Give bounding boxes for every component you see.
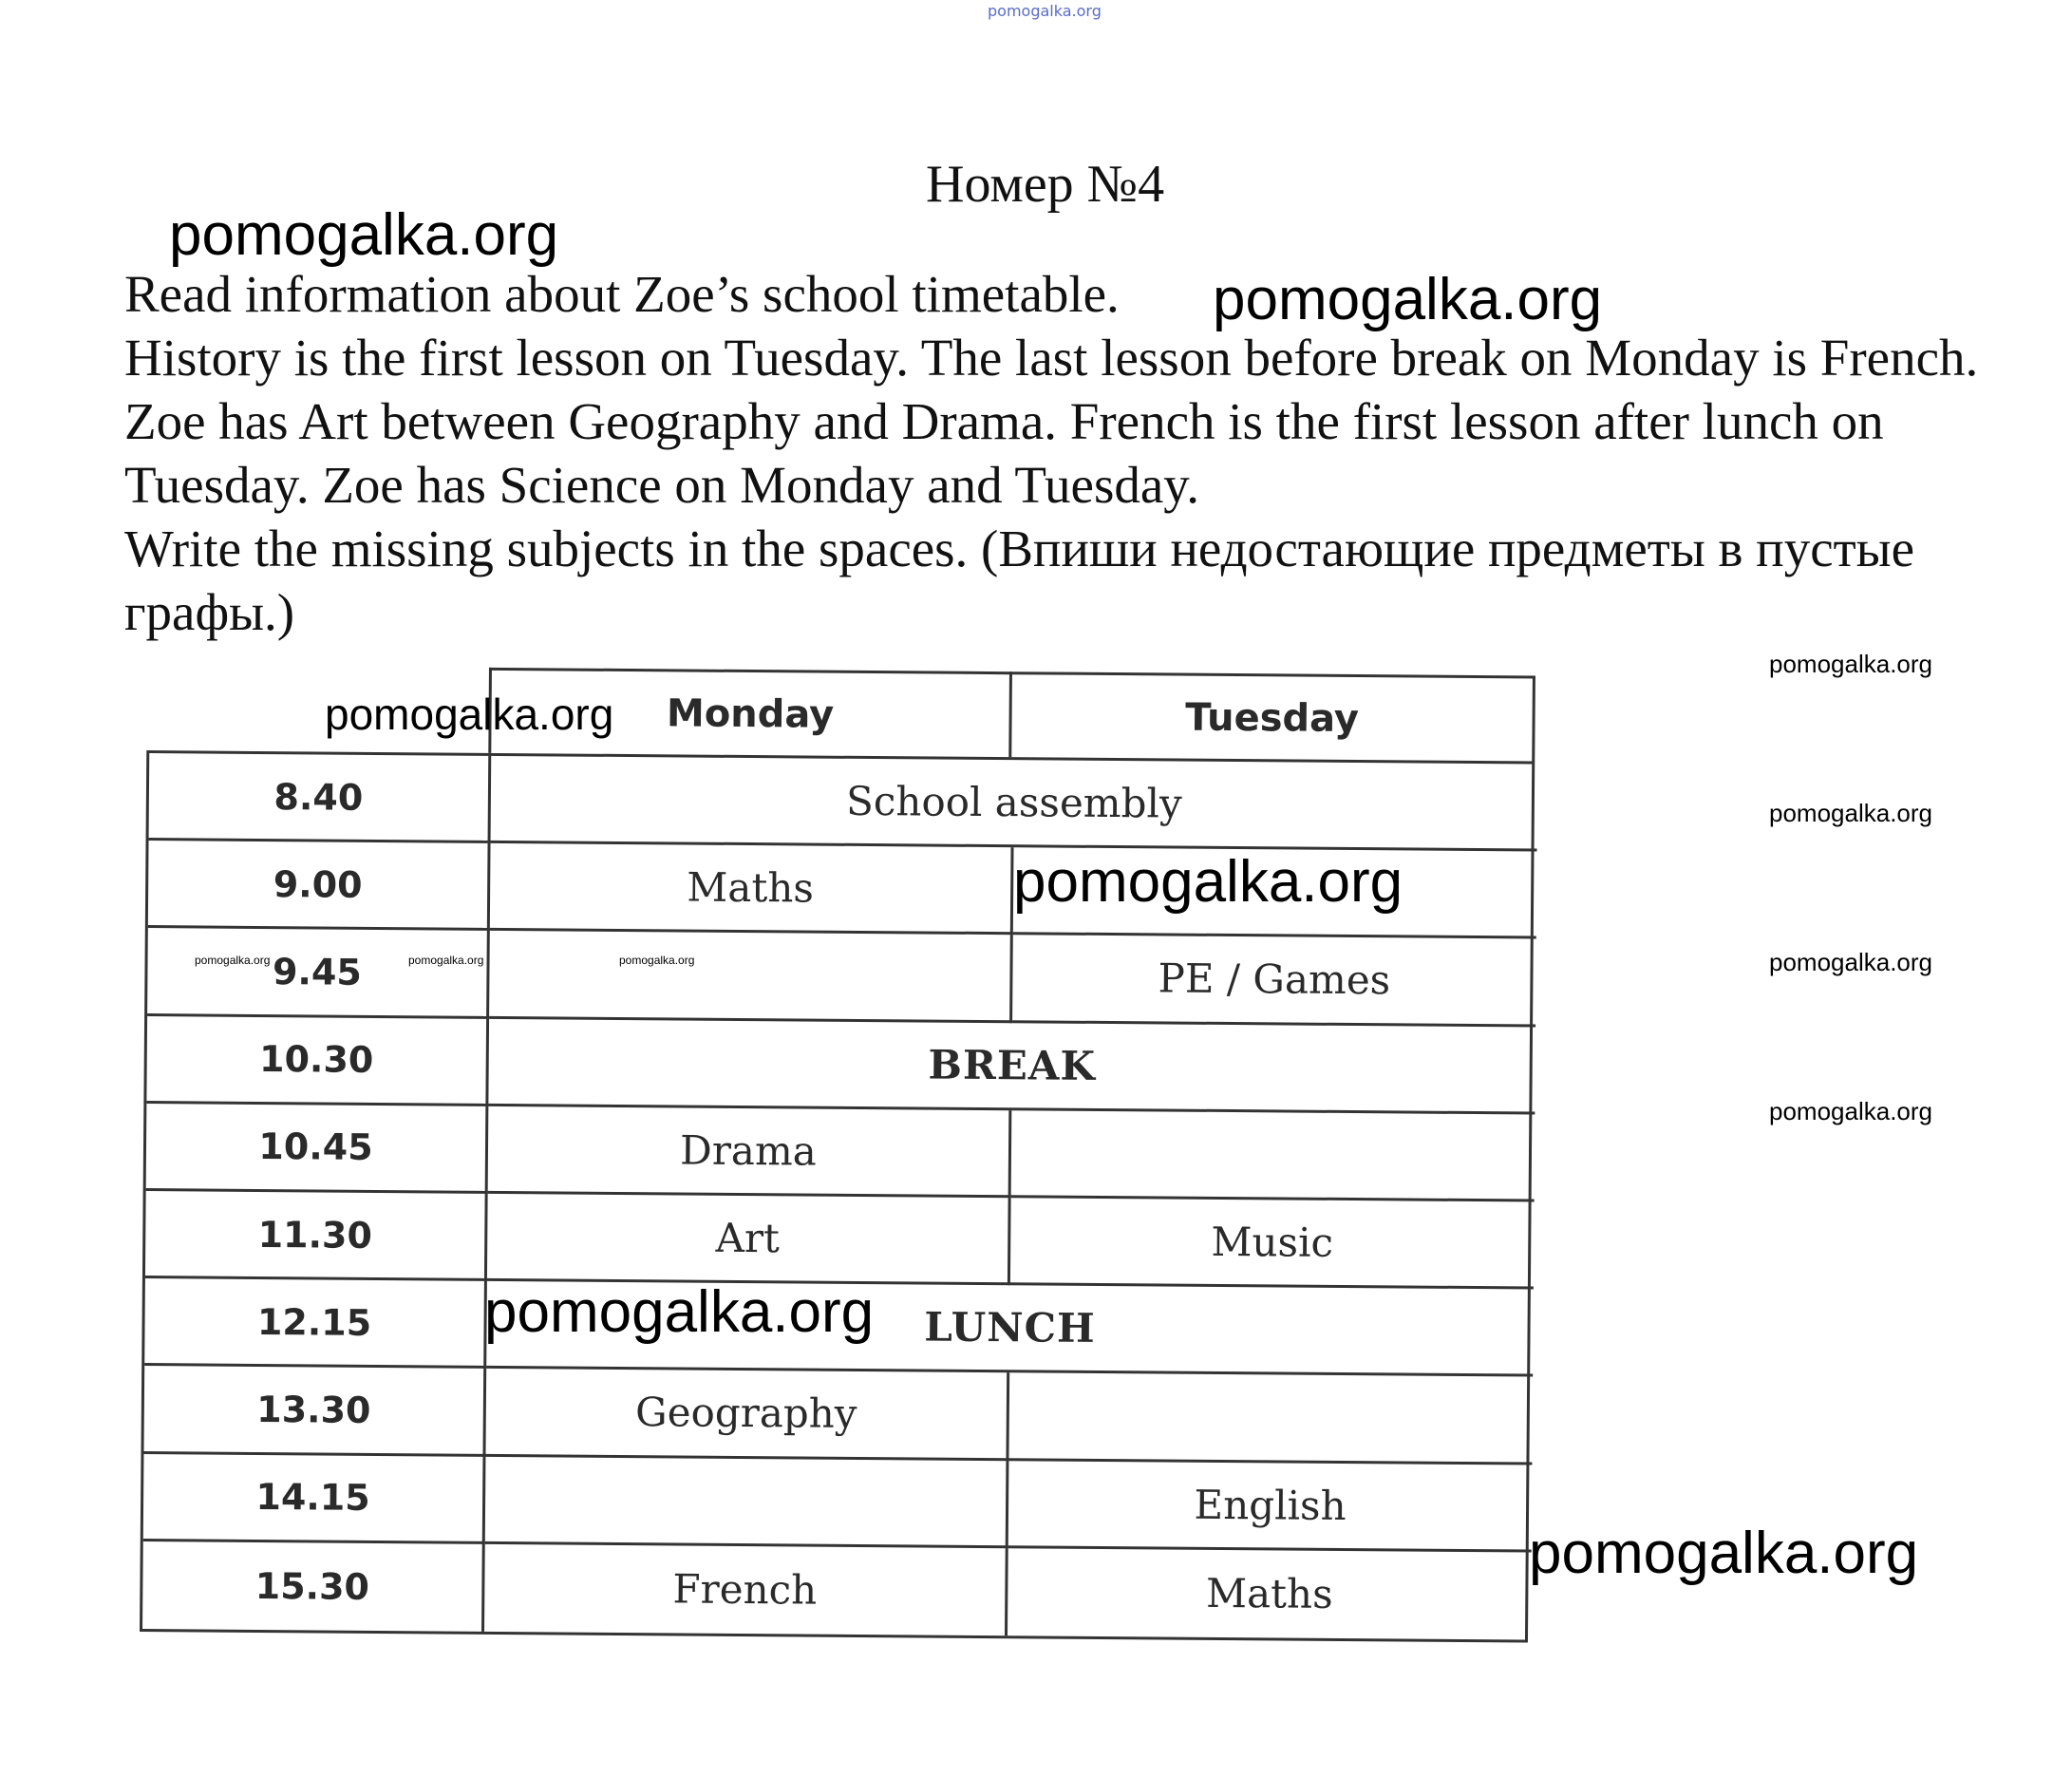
header-monday: Monday (488, 668, 1012, 757)
monday-cell-empty (489, 931, 1013, 1023)
tuesday-cell: English (1008, 1461, 1533, 1553)
time-cell: 9.45 (147, 928, 490, 1018)
tuesday-cell: PE / Games (1012, 936, 1536, 1028)
watermark: pomogalka.org (1213, 267, 1603, 332)
watermark: pomogalka.org (1769, 948, 1932, 976)
watermark: pomogalka.org (195, 954, 271, 967)
watermark: pomogalka.org (1769, 1097, 1932, 1125)
tuesday-cell: Music (1010, 1198, 1535, 1290)
page-title: Номер №4 (926, 155, 1165, 214)
monday-cell: Drama (488, 1106, 1012, 1199)
time-cell: 9.00 (148, 841, 491, 931)
intro-line-1: Read information about Zoe’s school timetable. (124, 265, 1120, 323)
monday-cell: Art (487, 1194, 1011, 1286)
watermark: pomogalka.org (408, 954, 484, 967)
header-tuesday: Tuesday (1011, 671, 1535, 761)
watermark: pomogalka.org (325, 690, 614, 739)
span-cell-assembly: School assembly (491, 756, 1538, 852)
watermark: pomogalka.org (1529, 1521, 1919, 1586)
monday-cell: Geography (485, 1369, 1009, 1461)
tuesday-cell-empty (1011, 1110, 1535, 1202)
time-cell: 15.30 (142, 1541, 485, 1632)
time-cell: 10.30 (146, 1016, 489, 1106)
watermark: pomogalka.org (1013, 849, 1403, 915)
time-cell: 8.40 (149, 753, 492, 843)
watermark: pomogalka.org (1769, 799, 1932, 827)
intro-line-2: History is the first lesson on Tuesday. The last lesson before break on Monday is French. Zoe has Art between Geography and Drama. French is the first lesson after lunch on Tuesday. Zoe has Science on Monday and Tuesday. (124, 329, 1979, 514)
span-cell-break: BREAK (488, 1018, 1535, 1114)
time-cell: 11.30 (145, 1191, 488, 1281)
time-cell: 14.15 (143, 1454, 486, 1544)
monday-cell-empty (485, 1456, 1009, 1548)
time-cell: 10.45 (146, 1104, 489, 1194)
watermark: pomogalka.org (169, 202, 559, 268)
span-cell-lunch: LUNCH (486, 1281, 1534, 1377)
timetable-header (488, 668, 1535, 762)
monday-cell: Maths (490, 843, 1014, 936)
monday-cell: French (484, 1544, 1008, 1636)
top-watermark-link[interactable]: pomogalka.org (988, 2, 1102, 20)
intro-line-3: Write the missing subjects in the spaces. (Впиши недостающие предметы в пустые графы.) (124, 520, 1915, 641)
watermark: pomogalka.org (1769, 650, 1932, 678)
timetable (135, 665, 1535, 1636)
tuesday-cell-empty (1008, 1373, 1533, 1465)
intro-text (124, 262, 1986, 644)
time-cell: 12.15 (144, 1278, 487, 1369)
time-cell: 13.30 (143, 1366, 486, 1456)
watermark: pomogalka.org (484, 1279, 875, 1345)
watermark: pomogalka.org (619, 954, 695, 967)
tuesday-cell: Maths (1205, 1570, 1333, 1618)
